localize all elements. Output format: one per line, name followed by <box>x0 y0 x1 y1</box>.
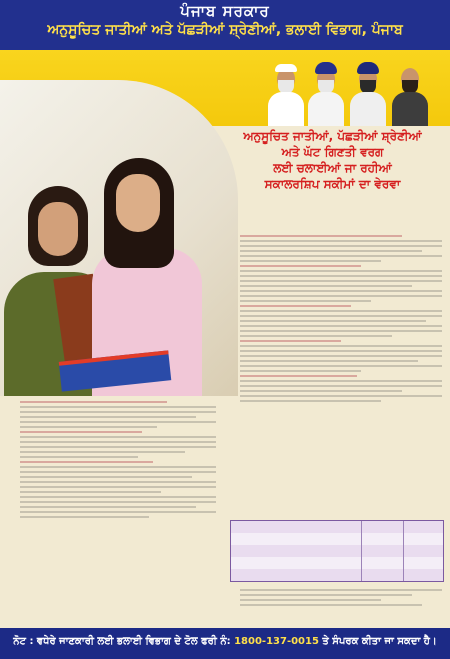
scheme-slogan <box>225 128 440 192</box>
footer-note-text: ਨੋਟ : ਵਧੇਰੇ ਜਾਣਕਾਰੀ ਲਈ ਭਲਾਈ ਵਿਭਾਗ ਦੇ ਟੋਲ ਫਰੀ ਨੰ: <box>13 636 231 647</box>
footer-note <box>8 636 442 647</box>
footer-bar <box>0 628 450 659</box>
left-text-column <box>20 398 216 621</box>
students-photo <box>0 80 238 396</box>
leader-portrait-icon <box>348 60 388 126</box>
leader-portrait-icon <box>390 60 430 126</box>
slogan-line-4: ਸਕਾਲਰਸ਼ਿਪ ਸਕੀਮਾਂ ਦਾ ਵੇਰਵਾ <box>264 177 401 191</box>
slogan-line-2: ਅਤੇ ਘੱਟ ਗਿਣਤੀ ਵਰਗ <box>281 145 384 159</box>
leader-portrait-icon <box>306 60 346 126</box>
slogan-line-3: ਲਈ ਚਲਾਈਆਂ ਜਾ ਰਹੀਆਂ <box>273 161 392 175</box>
government-title: ਪੰਜਾਬ ਸਰਕਾਰ <box>180 2 270 20</box>
poster-header <box>0 0 450 50</box>
scholarship-table <box>230 520 444 582</box>
toll-free-number: 1800-137-0015 <box>234 636 319 647</box>
right-text-column <box>240 232 442 535</box>
leader-portrait-icon <box>266 60 306 126</box>
closing-text <box>240 586 442 609</box>
department-title: ਅਨੁਸੂਚਿਤ ਜਾਤੀਆਂ ਅਤੇ ਪੱਛੜੀਆਂ ਸ਼੍ਰੇਣੀਆਂ, ਭਲਾਈ ਵਿਭਾਗ, ਪੰਜਾਬ <box>47 22 403 38</box>
leaders-portraits <box>266 54 436 126</box>
footer-note-tail: ਤੇ ਸੰਪਰਕ ਕੀਤਾ ਜਾ ਸਕਦਾ ਹੈ। <box>322 636 437 647</box>
slogan-line-1: ਅਨੁਸੂਚਿਤ ਜਾਤੀਆਂ, ਪੱਛੜੀਆਂ ਸ਼੍ਰੇਣੀਆਂ <box>243 129 422 143</box>
